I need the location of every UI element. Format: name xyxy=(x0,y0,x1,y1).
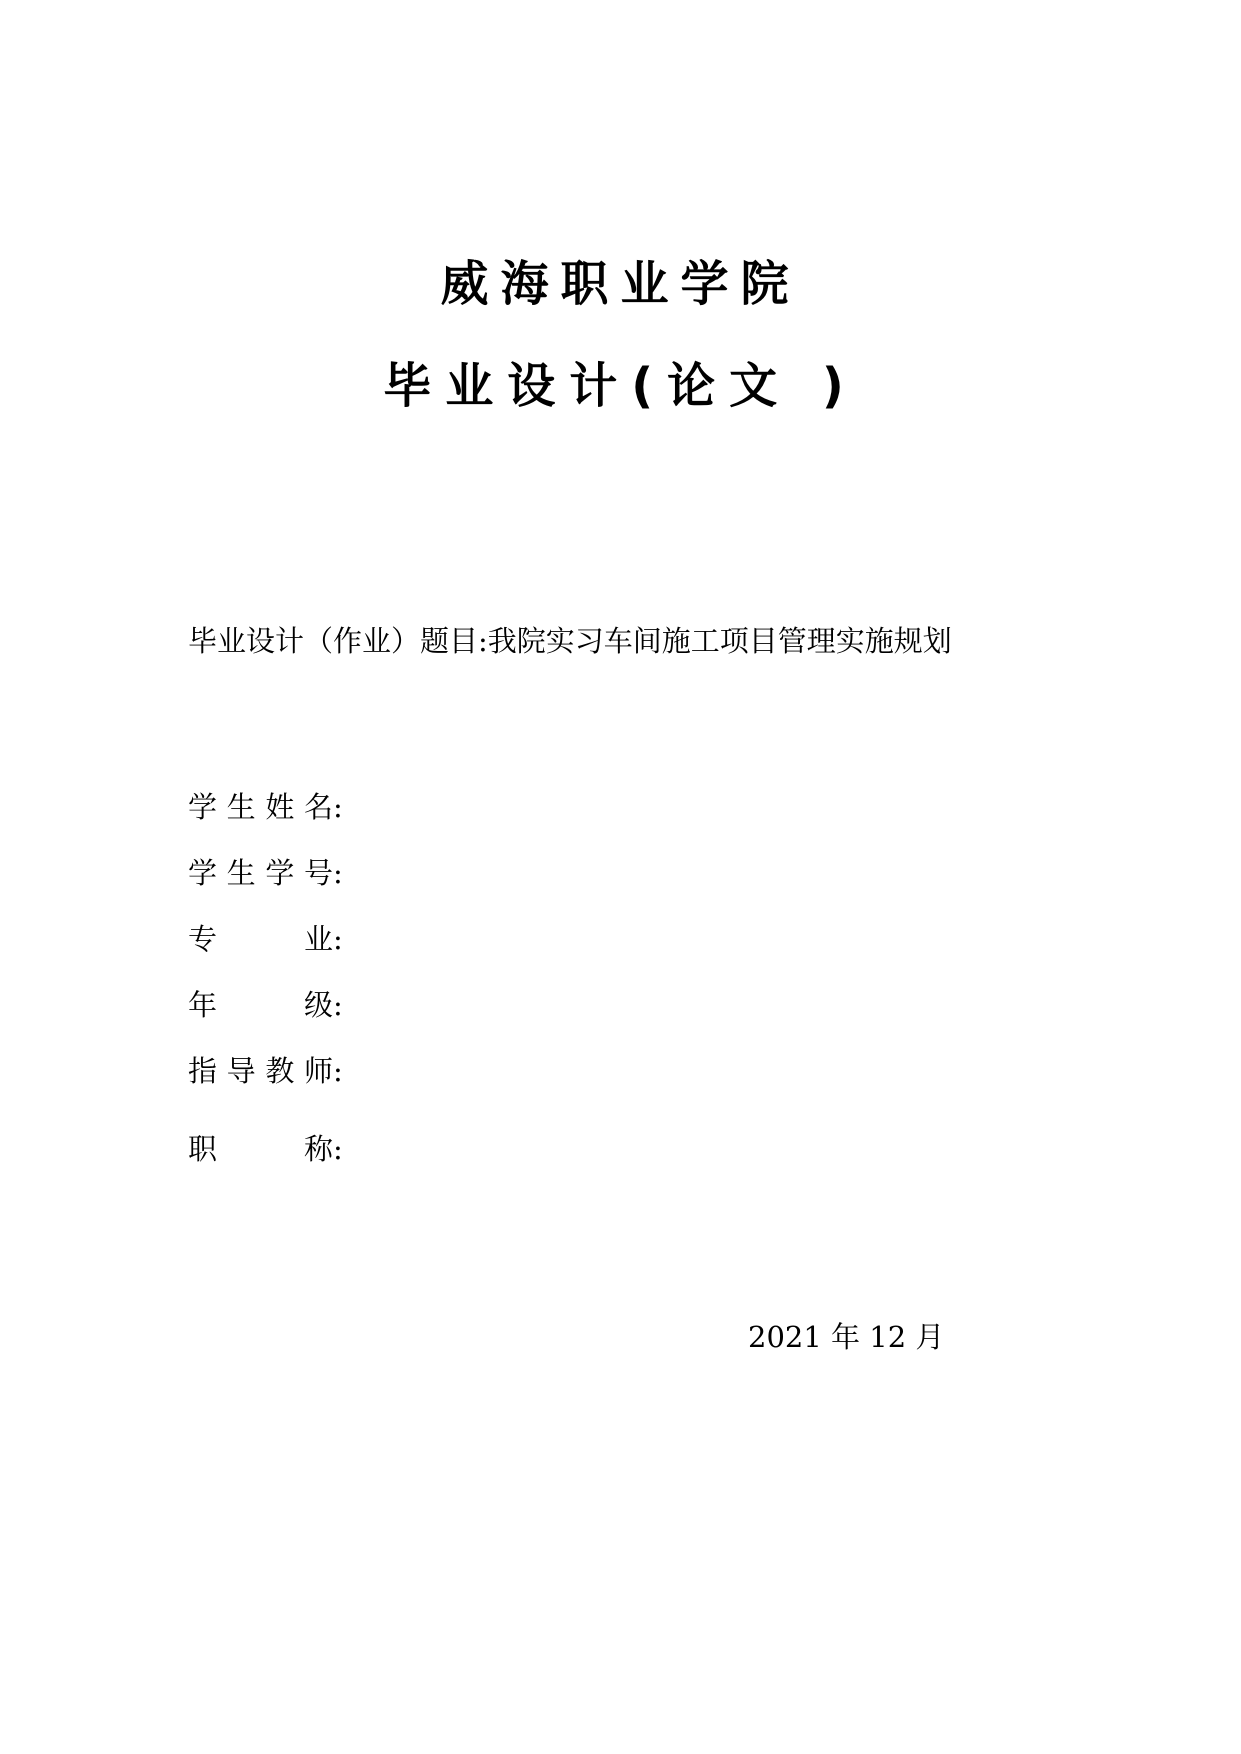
student-name-colon: : xyxy=(333,790,343,824)
grade-label: 年级 xyxy=(188,988,333,1022)
student-id-label: 学生学号 xyxy=(188,856,333,890)
grade-field xyxy=(188,986,351,1024)
advisor-title-colon: : xyxy=(333,1132,343,1166)
school-name: 威海职业学院 xyxy=(440,256,801,312)
student-id-colon: : xyxy=(333,856,343,890)
advisor-title-label: 职称 xyxy=(188,1132,333,1166)
grade-colon: : xyxy=(333,988,343,1022)
thesis-topic xyxy=(188,622,952,660)
student-name-field xyxy=(188,788,351,826)
submission-date: 2021 年 12 月 xyxy=(748,1320,945,1354)
thesis-type-heading: 毕业设计(论文 ) xyxy=(383,358,858,414)
advisor-colon: : xyxy=(333,1054,343,1088)
major-colon: : xyxy=(333,922,343,956)
student-name-label: 学生姓名 xyxy=(188,790,333,824)
major-field xyxy=(188,920,351,958)
student-id-field xyxy=(188,854,351,892)
major-label: 专业 xyxy=(188,922,333,956)
advisor-field xyxy=(188,1052,351,1090)
advisor-label: 指导教师 xyxy=(188,1054,333,1088)
thesis-topic-label: 毕业设计（作业）题目: xyxy=(188,624,488,658)
advisor-title-field xyxy=(188,1130,351,1168)
thesis-topic-value: 我院实习车间施工项目管理实施规划 xyxy=(487,624,952,658)
